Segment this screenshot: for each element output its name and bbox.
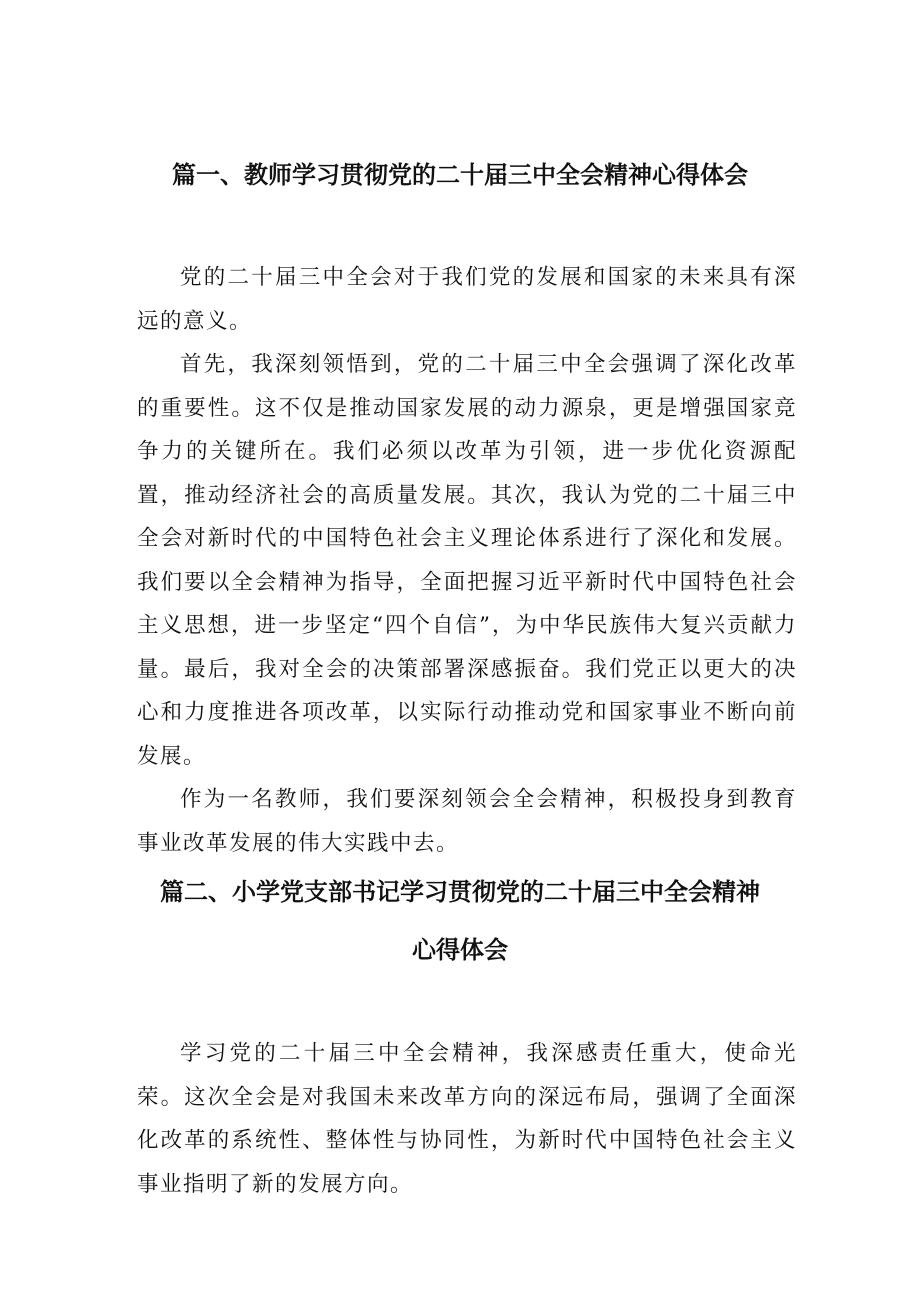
article-2-title-line-2: 心得体会	[412, 936, 508, 964]
article-1-paragraph-2: 首先，我深刻领悟到，党的二十届三中全会强调了深化改革的重要性。这不仅是推动国家发展的动力源泉，更是增强国家竞争力的关键所在。我们必须以改革为引领，进一步优化资源配置，推动经济社会的高质量发展。其次，我认为党的二十届三中全会对新时代的中国特色社会主义理论体系进行了深化和发展。我们要以全会精神为指导，全面把握习近平新时代中国特色社会主义思想，进一步坚定“四个自信”，为中华民族伟大复兴贡献力量。最后，我对全会的决策部署深感振奋。我们党正以更大的决心和力度推进各项改革，以实际行动推动党和国家事业不断向前发展。	[137, 352, 797, 769]
article-1-body	[137, 256, 797, 865]
article-2-body	[137, 1032, 797, 1206]
article-2-paragraph-1: 学习党的二十届三中全会精神，我深感责任重大，使命光荣。这次全会是对我国未来改革方向的深远布局，强调了全面深化改革的系统性、整体性与协同性，为新时代中国特色社会主义事业指明了新的发展方向。	[137, 1041, 797, 1197]
article-2-title-line-1: 篇二、小学党支部书记学习贯彻党的二十届三中全会精神	[160, 878, 760, 906]
article-1-paragraph-3: 作为一名教师，我们要深刻领会全会精神，积极投身到教育事业改革发展的伟大实践中去。	[137, 787, 797, 856]
article-1-title	[0, 160, 920, 218]
article-1-title-text: 篇一、教师学习贯彻党的二十届三中全会精神心得体会	[172, 161, 748, 189]
article-2-title	[0, 877, 920, 993]
article-1-paragraph-1: 党的二十届三中全会对于我们党的发展和国家的未来具有深远的意义。	[137, 265, 797, 334]
